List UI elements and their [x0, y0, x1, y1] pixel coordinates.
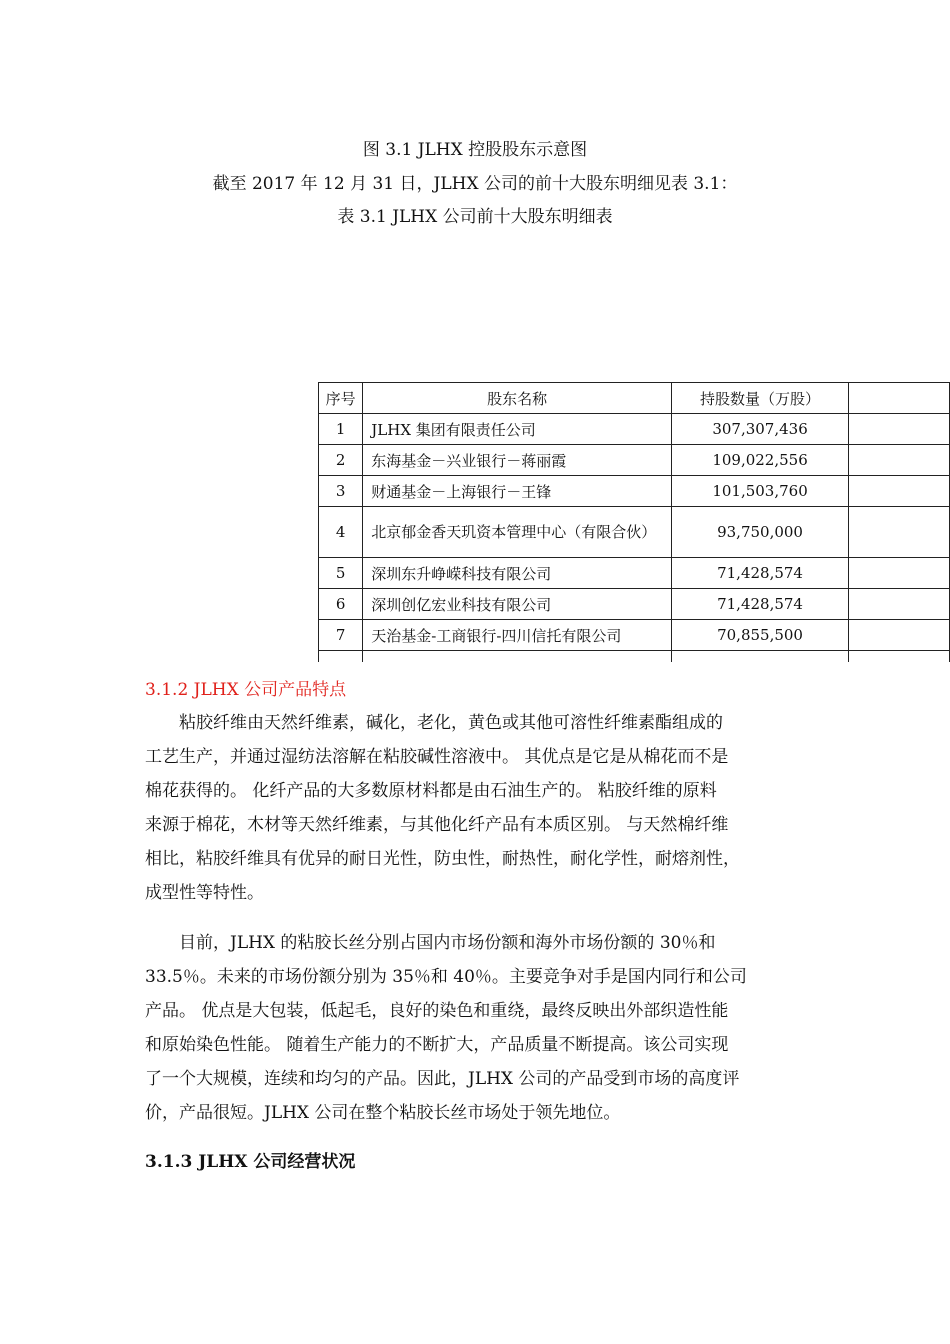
paragraph-line: 产品。 优点是大包装，低起毛，良好的染色和重绕，最终反映出外部织造性能: [145, 1001, 729, 1021]
header-qty: 持股数量（万股）: [671, 383, 848, 414]
row-qty: 71,428,574: [671, 558, 848, 589]
row-qty: 307,307,436: [671, 414, 848, 445]
row-name-cut: [363, 651, 672, 663]
row-qty: 70,855,500: [671, 620, 848, 651]
row-extra: [849, 414, 950, 445]
row-extra: [849, 507, 950, 558]
row-extra: [849, 589, 950, 620]
table-row-cut: [319, 651, 950, 663]
table-row: [319, 589, 950, 620]
row-no: 5: [319, 558, 363, 589]
row-no: 4: [319, 507, 363, 558]
paragraph-line: 33.5％。未来的市场份额分别为 35％和 40％。主要竞争对手是国内同行和公司: [145, 967, 747, 987]
paragraph-line: 相比，粘胶纤维具有优异的耐日光性，防虫性，耐热性，耐化学性，耐熔剂性，: [145, 849, 740, 869]
row-name: 深圳东升峥嵘科技有限公司: [363, 558, 672, 589]
paragraph-line: 粘胶纤维由天然纤维素，碱化，老化，黄色或其他可溶性纤维素酯组成的: [145, 713, 723, 733]
table-row: [319, 558, 950, 589]
row-qty: 101,503,760: [671, 476, 848, 507]
section-heading-3-1-3: 3.1.3 JLHX 公司经营状况: [145, 1152, 356, 1172]
row-no: 6: [319, 589, 363, 620]
header-name: 股东名称: [363, 383, 672, 414]
row-extra: [849, 445, 950, 476]
row-no: 3: [319, 476, 363, 507]
paragraph-line: 目前，JLHX 的粘胶长丝分别占国内市场份额和海外市场份额的 30％和: [145, 933, 716, 953]
row-extra: [849, 620, 950, 651]
row-qty: 109,022,556: [671, 445, 848, 476]
paragraph-line: 价，产品很短。JLHX 公司在整个粘胶长丝市场处于领先地位。: [145, 1103, 621, 1123]
table-row: [319, 507, 950, 558]
table-row: [319, 445, 950, 476]
intro-line: 截至 2017 年 12 月 31 日，JLHX 公司的前十大股东明细见表 3.1：: [212, 174, 738, 194]
row-name: 东海基金－兴业银行－蒋丽霞: [363, 445, 672, 476]
row-name: 北京郁金香天玑资本管理中心（有限合伙）: [363, 507, 672, 558]
row-qty: 93,750,000: [671, 507, 848, 558]
paragraph-line: 棉花获得的。 化纤产品的大多数原材料都是由石油生产的。 粘胶纤维的原料: [145, 781, 717, 801]
shareholder-table: [318, 382, 950, 662]
row-no: 7: [319, 620, 363, 651]
paragraph-market-share: [145, 926, 815, 1130]
row-no-cut: [319, 651, 363, 663]
row-name: 天治基金-工商银行-四川信托有限公司: [363, 620, 672, 651]
shareholder-table-clip: [318, 382, 950, 662]
section-heading-3-1-2: 3.1.2 JLHX 公司产品特点: [145, 680, 347, 700]
row-qty: 71,428,574: [671, 589, 848, 620]
paragraph-product-features: [145, 706, 815, 910]
paragraph-line: 了一个大规模，连续和均匀的产品。因此，JLHX 公司的产品受到市场的高度评: [145, 1069, 740, 1089]
row-name: JLHX 集团有限责任公司: [363, 414, 672, 445]
row-no: 1: [319, 414, 363, 445]
table-row: [319, 620, 950, 651]
paragraph-line: 和原始染色性能。 随着生产能力的不断扩大，产品质量不断提高。该公司实现: [145, 1035, 729, 1055]
table-row: [319, 476, 950, 507]
row-extra: [849, 558, 950, 589]
row-qty-cut: [671, 651, 848, 663]
row-no: 2: [319, 445, 363, 476]
header-no: 序号: [319, 383, 363, 414]
table-caption: 表 3.1 JLHX 公司前十大股东明细表: [337, 207, 613, 227]
row-extra: [849, 476, 950, 507]
table-header-row: [319, 383, 950, 414]
row-extra-cut: [849, 651, 950, 663]
paragraph-line: 成型性等特性。: [145, 883, 264, 903]
table-row: [319, 414, 950, 445]
paragraph-line: 工艺生产，并通过湿纺法溶解在粘胶碱性溶液中。 其优点是它是从棉花而不是: [145, 747, 729, 767]
row-name: 财通基金－上海银行－王锋: [363, 476, 672, 507]
header-extra: [849, 383, 950, 414]
figure-caption: 图 3.1 JLHX 控股股东示意图: [362, 140, 588, 160]
row-name: 深圳创亿宏业科技有限公司: [363, 589, 672, 620]
paragraph-line: 来源于棉花，木材等天然纤维素，与其他化纤产品有本质区别。 与天然棉纤维: [145, 815, 729, 835]
